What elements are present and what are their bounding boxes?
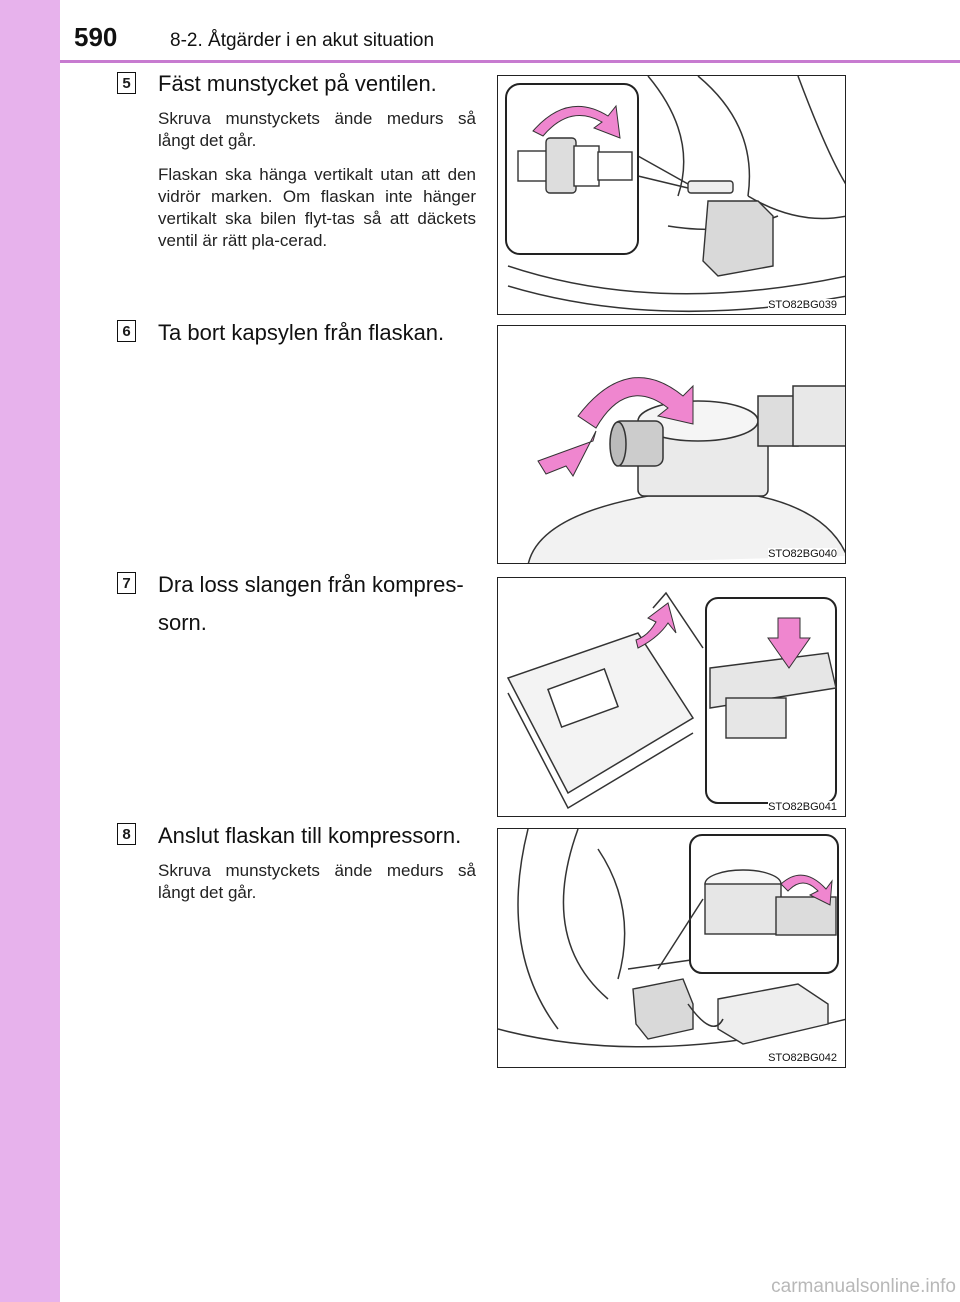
watermark: carmanualsonline.info bbox=[771, 1276, 956, 1297]
illustration-disconnect-hose bbox=[498, 578, 846, 817]
section-title: 8-2. Åtgärder i en akut situation bbox=[170, 30, 435, 51]
header-rule bbox=[60, 60, 960, 63]
figure-remove-cap bbox=[497, 325, 846, 564]
step-number-8: 8 bbox=[117, 823, 136, 845]
step-8-paragraph-1: Skruva munstyckets ände medurs så långt det går. bbox=[158, 861, 476, 902]
step-title-7: Dra loss slangen från kompres-sorn. bbox=[158, 572, 464, 635]
step-title-6: Ta bort kapsylen från flaskan. bbox=[158, 320, 445, 345]
page-number: 590 bbox=[74, 22, 118, 52]
step-5-paragraph-2: Flaskan ska hänga vertikalt utan att den vidrör marken. Om flaskan inte hänger vertikalt ska bilen flyt-tas så att däckets ventil är rätt pla-cerad. bbox=[158, 165, 476, 250]
step-5-paragraph-1: Skruva munstyckets ände medurs så långt det går. bbox=[158, 109, 476, 150]
figure-code: STO82BG042 bbox=[768, 1052, 837, 1064]
step-title-8: Anslut flaskan till kompressorn. bbox=[158, 823, 462, 848]
figure-connect-bottle bbox=[497, 828, 846, 1068]
step-body-8 bbox=[158, 860, 476, 916]
figure-attach-nozzle bbox=[497, 75, 846, 315]
illustration-nozzle-on-valve bbox=[498, 76, 846, 315]
step-title-5: Fäst munstycket på ventilen. bbox=[158, 71, 437, 96]
side-accent-bar bbox=[0, 0, 60, 1302]
figure-code: STO82BG040 bbox=[768, 548, 837, 560]
figure-code: STO82BG041 bbox=[768, 801, 837, 813]
step-number-5: 5 bbox=[117, 72, 136, 94]
step-body-5 bbox=[158, 108, 476, 264]
figure-disconnect-hose bbox=[497, 577, 846, 817]
figure-code: STO82BG039 bbox=[768, 299, 837, 311]
illustration-connect-bottle bbox=[498, 829, 846, 1068]
step-number-7: 7 bbox=[117, 572, 136, 594]
illustration-remove-cap bbox=[498, 326, 846, 564]
step-number-6: 6 bbox=[117, 320, 136, 342]
